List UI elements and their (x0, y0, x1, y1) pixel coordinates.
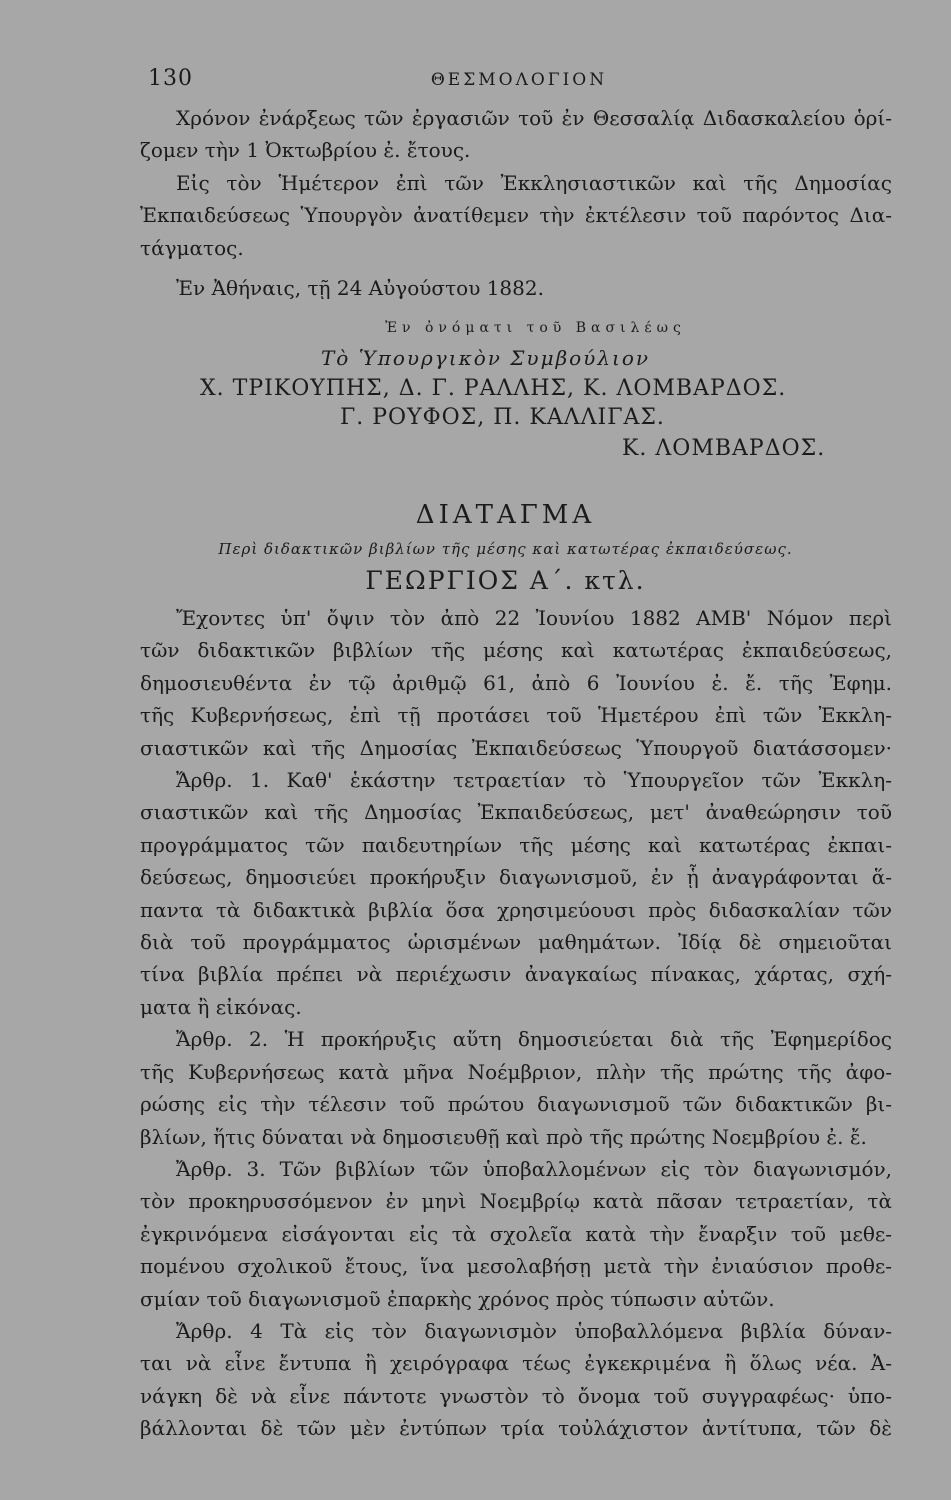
signers-line-3: Κ. ΛΟΜΒΑΡΔΟΣ. (622, 436, 826, 461)
text-line: δημοσιευθέντα ἐν τῷ ἀριθμῷ 61, ἀπὸ 6 Ἰουνίου ἐ. ἔ. τῆς Ἐφημ. (140, 670, 892, 695)
text-line: σιαστικῶν καὶ τῆς Δημοσίας Ἐκπαιδεύσεως, μετ' ἀναθεώρησιν τοῦ (140, 800, 892, 825)
decree-subtitle: Περὶ διδακτικῶν βιβλίων τῆς μέσης καὶ κατωτέρας ἐκπαιδεύσεως. (218, 540, 793, 558)
text-line: Χρόνον ἐνάρξεως τῶν ἐργασιῶν τοῦ ἐν Θεσσαλίᾳ Διδασκαλείου ὁρί- (176, 106, 892, 130)
council-title: Τὸ Ὑπουργικὸν Συμβούλιον (320, 346, 651, 370)
text-line: νάγκη δὲ νὰ εἶνε πάντοτε γνωστὸν τὸ ὄνομα τοῦ συγγραφέως· ὑπο- (140, 1383, 892, 1408)
running-head: ΘΕΣΜΟΛΟΓΙΟΝ (430, 70, 608, 90)
text-line: ματα ἢ εἰκόνας. (140, 994, 302, 1019)
text-line: σμίαν τοῦ διαγωνισμοῦ ἐπαρκὴς χρόνος πρὸς τύπωσιν αὐτῶν. (140, 1286, 775, 1311)
decree-body (140, 602, 892, 1445)
text-line: τῶν διδακτικῶν βιβλίων τῆς μέσης καὶ κατωτέρας ἐκπαιδεύσεως, (140, 638, 892, 663)
text-line: Ἄρθρ. 3. Τῶν βιβλίων τῶν ὑποβαλλομένων εἰς τὸν διαγωνισμόν, (176, 1156, 892, 1181)
king-line: ΓΕΩΡΓΙΟΣ Α΄. κτλ. (365, 566, 646, 595)
text-line: ρώσης εἰς τὴν τέλεσιν τοῦ πρώτου διαγωνισμοῦ τῶν διδακτικῶν βι- (140, 1092, 892, 1117)
text-line: τῆς Κυβερνήσεως κατὰ μῆνα Νοέμβριον, πλὴν τῆς πρώτης τῆς ἀφο- (140, 1059, 892, 1084)
text-line: διὰ τοῦ προγράμματος ὡρισμένων μαθημάτων. Ἰδίᾳ δὲ σημειοῦται (140, 930, 892, 955)
decree-title: ΔΙΑΤΑΓΜΑ (415, 500, 596, 530)
page-number: 130 (148, 66, 193, 91)
text-line: ζομεν τὴν 1 Ὀκτωβρίου ἐ. ἔτους. (140, 138, 471, 163)
text-line: Ἄρθρ. 1. Καθ' ἑκάστην τετραετίαν τὸ Ὑπουργεῖον τῶν Ἐκκλη- (176, 768, 892, 793)
text-line: Ἐκπαιδεύσεως Ὑπουργὸν ἀνατίθεμεν τὴν ἐκτέλεσιν τοῦ παρόντος Δια- (140, 203, 892, 228)
text-line: τῆς Κυβερνήσεως, ἐπὶ τῇ προτάσει τοῦ Ἡμετέρου ἐπὶ τῶν Ἐκκλη- (140, 703, 892, 728)
text-line: τίνα βιβλία πρέπει νὰ περιέχωσιν ἀναγκαίως πίνακας, χάρτας, σχή- (140, 962, 892, 987)
signers-line-1: Χ. ΤΡΙΚΟΥΠΗΣ, Δ. Γ. ΡΑΛΛΗΣ, Κ. ΛΟΜΒΑΡΔΟΣ. (200, 376, 787, 401)
text-line: Ἄρθρ. 2. Ἡ προκήρυξις αὕτη δημοσιεύεται διὰ τῆς Ἐφημερίδος (176, 1027, 892, 1052)
text-line: τάγματος. (140, 235, 244, 260)
opening-paragraph (140, 102, 892, 264)
text-line: πομένου σχολικοῦ ἔτους, ἵνα μεσολαβήσῃ μετὰ τὴν ἐνιαύσιον προθε- (140, 1254, 892, 1279)
text-line: ται νὰ εἶνε ἔντυπα ἢ χειρόγραφα τέως ἐγκεκριμένα ἢ ὅλως νέα. Ἀ- (140, 1351, 892, 1376)
page-header (148, 66, 890, 100)
text-line: βλίων, ἥτις δύναται νὰ δημοσιευθῇ καὶ πρὸ τῆς πρώτης Νοεμβρίου ἐ. ἔ. (140, 1124, 867, 1149)
text-line: τὸν προκηρυσσόμενον ἐν μηνὶ Νοεμβρίῳ κατὰ πᾶσαν τετραετίαν, τὰ (140, 1189, 892, 1214)
text-line: ἐγκρινόμενα εἰσάγονται εἰς τὰ σχολεῖα κατὰ τὴν ἔναρξιν τοῦ μεθε- (140, 1221, 892, 1246)
text-line: Ἔχοντες ὑπ' ὄψιν τὸν ἀπὸ 22 Ἰουνίου 1882 ΑΜΒ' Νόμον περὶ (176, 606, 892, 630)
text-line: δεύσεως, δημοσιεύει προκήρυξιν διαγωνισμοῦ, ἐν ᾗ ἀναγράφονται ἅ- (140, 865, 892, 890)
signers-line-2: Γ. ΡΟΥΦΟΣ, Π. ΚΑΛΛΙΓΑΣ. (340, 405, 665, 430)
text-line: Ἄρθρ. 4 Τὰ εἰς τὸν διαγωνισμὸν ὑποβαλλόμενα βιβλία δύναν- (176, 1318, 892, 1343)
text-line: σιαστικῶν καὶ τῆς Δημοσίας Ἐκπαιδεύσεως Ὑπουργοῦ διατάσσομεν· (140, 735, 892, 760)
text-line: προγράμματος τῶν παιδευτηρίων τῆς μέσης καὶ κατωτέρας ἐκπαι- (140, 832, 892, 857)
dateline: Ἐν Ἀθήναις, τῇ 24 Αὐγούστου 1882. (176, 276, 544, 300)
text-line: βάλλονται δὲ τῶν μὲν ἐντύπων τρία τοὐλάχιστον ἀντίτυπα, τῶν δὲ (140, 1416, 892, 1441)
text-line: Εἰς τὸν Ἡμέτερον ἐπὶ τῶν Ἐκκλησιαστικῶν καὶ τῆς Δημοσίας (176, 170, 892, 195)
signature-heading: Ἐν ὀνόματι τοῦ Βασιλέως (385, 320, 686, 336)
text-line: παντα τὰ διδακτικὰ βιβλία ὅσα χρησιμεύουσι πρὸς διδασκαλίαν τῶν (140, 897, 892, 922)
